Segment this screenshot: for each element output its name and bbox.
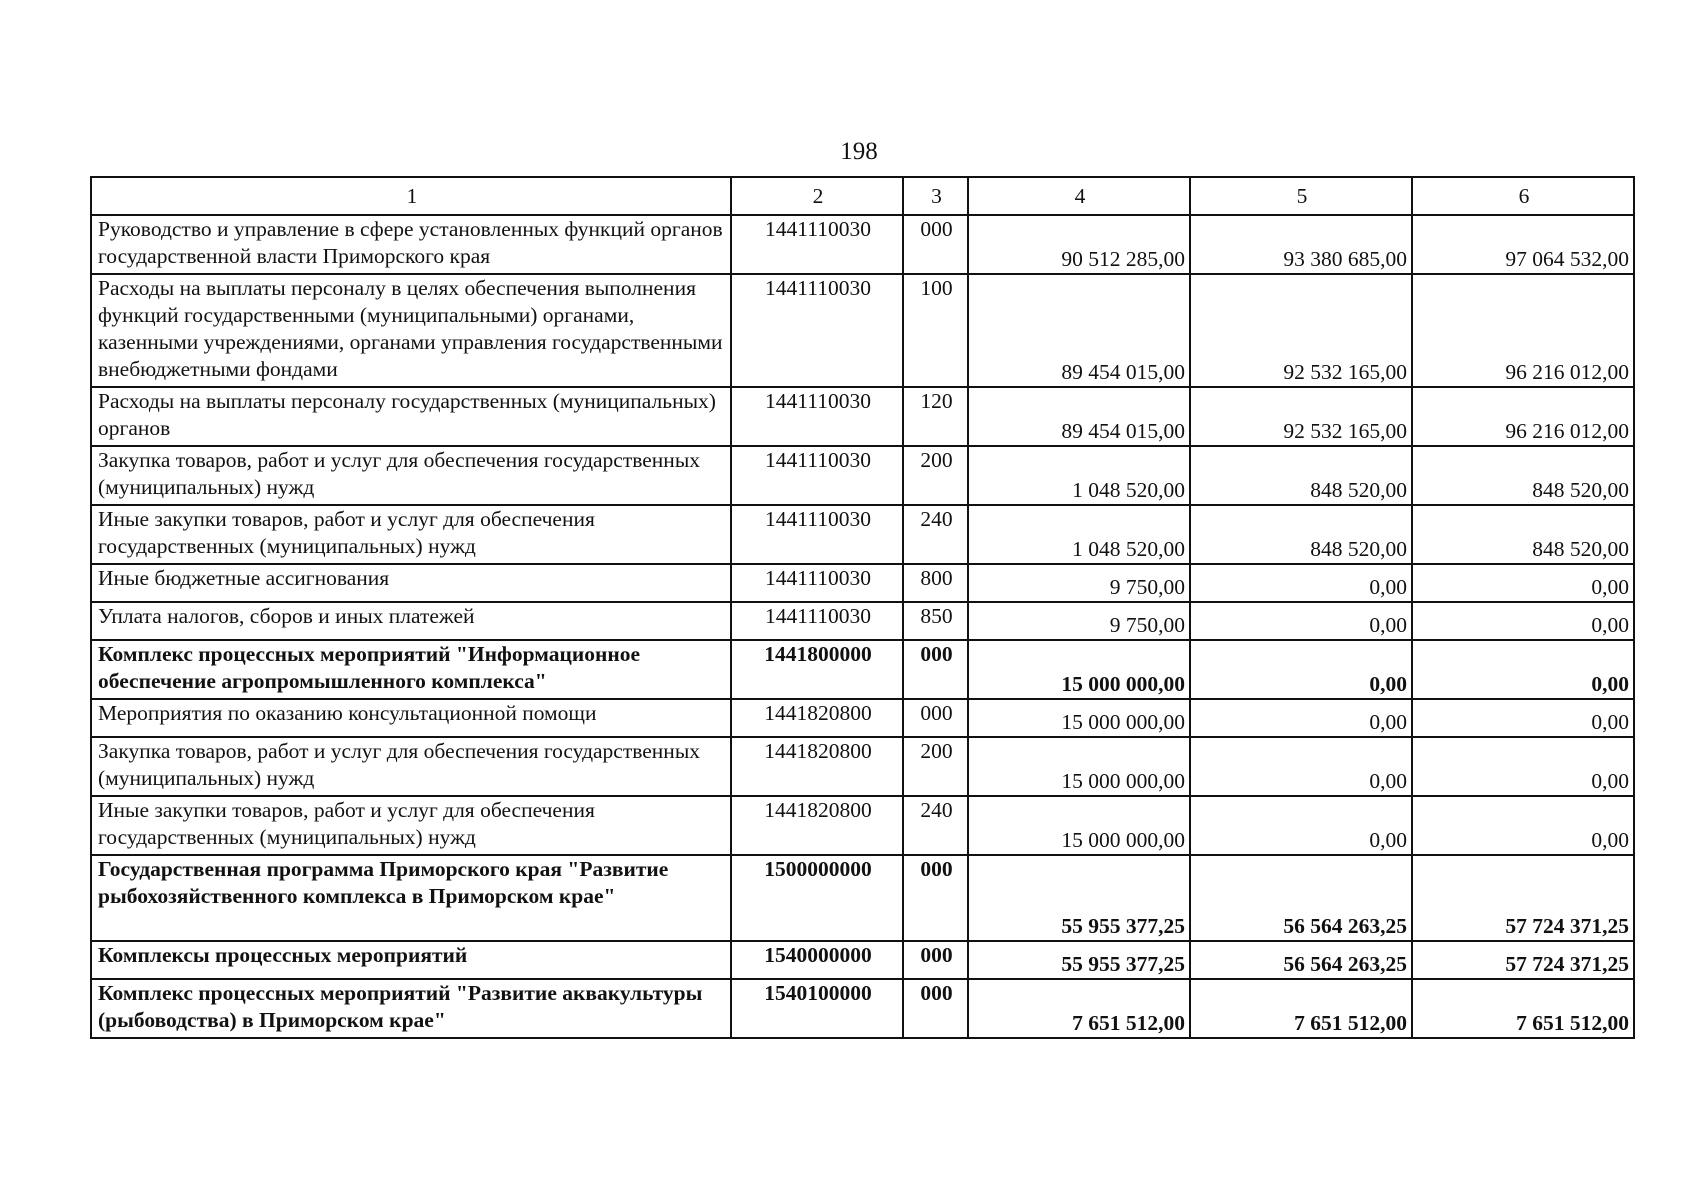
row-name-cell: Комплекс процессных мероприятий "Информационное обеспечение агропромышленного комплекса"	[91, 640, 731, 699]
row-kvr-cell: 000	[903, 640, 968, 699]
row-kvr-cell: 000	[903, 941, 968, 979]
row-value-5-cell: 0,00	[1190, 737, 1412, 796]
row-value-4-cell: 55 955 377,25	[968, 941, 1190, 979]
row-kvr-cell: 000	[903, 699, 968, 737]
row-value-4-cell: 1 048 520,00	[968, 505, 1190, 564]
row-name-cell: Руководство и управление в сфере установленных функций органов государственной власти Приморского края	[91, 215, 731, 274]
table-row	[91, 387, 1634, 446]
row-kvr-cell: 850	[903, 602, 968, 640]
row-name-cell: Закупка товаров, работ и услуг для обеспечения государственных (муниципальных) нужд	[91, 737, 731, 796]
column-header: 6	[1412, 177, 1634, 215]
table-row	[91, 737, 1634, 796]
row-value-6-cell: 96 216 012,00	[1412, 274, 1634, 387]
row-code-cell: 1441820800	[731, 796, 903, 855]
table-row	[91, 640, 1634, 699]
row-name-cell: Иные закупки товаров, работ и услуг для обеспечения государственных (муниципальных) нужд	[91, 796, 731, 855]
row-value-6-cell: 0,00	[1412, 796, 1634, 855]
row-name-cell: Уплата налогов, сборов и иных платежей	[91, 602, 731, 640]
row-name-cell: Иные закупки товаров, работ и услуг для обеспечения государственных (муниципальных) нужд	[91, 505, 731, 564]
row-value-4-cell: 55 955 377,25	[968, 855, 1190, 941]
row-code-cell: 1441110030	[731, 215, 903, 274]
row-value-5-cell: 0,00	[1190, 564, 1412, 602]
row-code-cell: 1441110030	[731, 505, 903, 564]
row-kvr-cell: 120	[903, 387, 968, 446]
row-kvr-cell: 240	[903, 505, 968, 564]
row-value-5-cell: 0,00	[1190, 602, 1412, 640]
row-kvr-cell: 000	[903, 855, 968, 941]
row-name-cell: Мероприятия по оказанию консультационной помощи	[91, 699, 731, 737]
row-value-4-cell: 15 000 000,00	[968, 699, 1190, 737]
row-code-cell: 1500000000	[731, 855, 903, 941]
row-value-4-cell: 15 000 000,00	[968, 640, 1190, 699]
row-name-cell: Комплекс процессных мероприятий "Развитие аквакультуры (рыбоводства) в Приморском крае"	[91, 979, 731, 1038]
row-value-4-cell: 15 000 000,00	[968, 737, 1190, 796]
row-kvr-cell: 000	[903, 215, 968, 274]
table-row	[91, 602, 1634, 640]
row-value-6-cell: 848 520,00	[1412, 446, 1634, 505]
table-row	[91, 855, 1634, 941]
row-value-5-cell: 92 532 165,00	[1190, 274, 1412, 387]
row-code-cell: 1540100000	[731, 979, 903, 1038]
row-code-cell: 1441820800	[731, 737, 903, 796]
row-code-cell: 1441800000	[731, 640, 903, 699]
row-value-5-cell: 848 520,00	[1190, 446, 1412, 505]
table-row	[91, 796, 1634, 855]
budget-table	[90, 176, 1635, 1039]
row-value-6-cell: 0,00	[1412, 699, 1634, 737]
table-row	[91, 274, 1634, 387]
row-name-cell: Расходы на выплаты персоналу в целях обеспечения выполнения функций государственными (муниципальными) органами, казенными учреждениями, органами управления государственными внебюджетными фондами	[91, 274, 731, 387]
row-value-5-cell: 93 380 685,00	[1190, 215, 1412, 274]
row-value-5-cell: 92 532 165,00	[1190, 387, 1412, 446]
row-value-5-cell: 0,00	[1190, 796, 1412, 855]
row-code-cell: 1441110030	[731, 564, 903, 602]
row-value-5-cell: 0,00	[1190, 640, 1412, 699]
row-value-4-cell: 90 512 285,00	[968, 215, 1190, 274]
row-value-6-cell: 848 520,00	[1412, 505, 1634, 564]
row-value-4-cell: 1 048 520,00	[968, 446, 1190, 505]
row-value-6-cell: 0,00	[1412, 564, 1634, 602]
row-name-cell: Иные бюджетные ассигнования	[91, 564, 731, 602]
column-header: 5	[1190, 177, 1412, 215]
row-name-cell: Закупка товаров, работ и услуг для обеспечения государственных (муниципальных) нужд	[91, 446, 731, 505]
row-code-cell: 1441110030	[731, 602, 903, 640]
table-row	[91, 564, 1634, 602]
row-code-cell: 1540000000	[731, 941, 903, 979]
table-row	[91, 215, 1634, 274]
row-value-4-cell: 7 651 512,00	[968, 979, 1190, 1038]
page-number: 198	[840, 138, 878, 165]
row-name-cell: Расходы на выплаты персоналу государственных (муниципальных) органов	[91, 387, 731, 446]
row-kvr-cell: 200	[903, 737, 968, 796]
row-value-4-cell: 9 750,00	[968, 602, 1190, 640]
row-value-5-cell: 56 564 263,25	[1190, 855, 1412, 941]
row-value-5-cell: 56 564 263,25	[1190, 941, 1412, 979]
row-kvr-cell: 000	[903, 979, 968, 1038]
row-kvr-cell: 800	[903, 564, 968, 602]
row-value-4-cell: 89 454 015,00	[968, 274, 1190, 387]
column-header: 2	[731, 177, 903, 215]
row-value-4-cell: 15 000 000,00	[968, 796, 1190, 855]
row-kvr-cell: 200	[903, 446, 968, 505]
table-row	[91, 699, 1634, 737]
table-row	[91, 446, 1634, 505]
row-name-cell: Государственная программа Приморского края "Развитие рыбохозяйственного комплекса в Приморском крае"	[91, 855, 731, 941]
row-code-cell: 1441110030	[731, 387, 903, 446]
row-value-5-cell: 848 520,00	[1190, 505, 1412, 564]
row-name-cell: Комплексы процессных мероприятий	[91, 941, 731, 979]
column-header: 1	[91, 177, 731, 215]
table-row	[91, 941, 1634, 979]
row-value-5-cell: 0,00	[1190, 699, 1412, 737]
row-value-5-cell: 7 651 512,00	[1190, 979, 1412, 1038]
row-value-6-cell: 7 651 512,00	[1412, 979, 1634, 1038]
row-code-cell: 1441110030	[731, 274, 903, 387]
column-header: 3	[903, 177, 968, 215]
row-value-6-cell: 0,00	[1412, 640, 1634, 699]
row-value-6-cell: 97 064 532,00	[1412, 215, 1634, 274]
row-kvr-cell: 240	[903, 796, 968, 855]
row-value-6-cell: 57 724 371,25	[1412, 855, 1634, 941]
row-value-4-cell: 89 454 015,00	[968, 387, 1190, 446]
row-kvr-cell: 100	[903, 274, 968, 387]
column-header: 4	[968, 177, 1190, 215]
table-row	[91, 505, 1634, 564]
row-code-cell: 1441110030	[731, 446, 903, 505]
table-row	[91, 979, 1634, 1038]
row-value-6-cell: 0,00	[1412, 602, 1634, 640]
row-value-4-cell: 9 750,00	[968, 564, 1190, 602]
row-code-cell: 1441820800	[731, 699, 903, 737]
table-header-row	[91, 177, 1634, 215]
row-value-6-cell: 96 216 012,00	[1412, 387, 1634, 446]
row-value-6-cell: 0,00	[1412, 737, 1634, 796]
row-value-6-cell: 57 724 371,25	[1412, 941, 1634, 979]
